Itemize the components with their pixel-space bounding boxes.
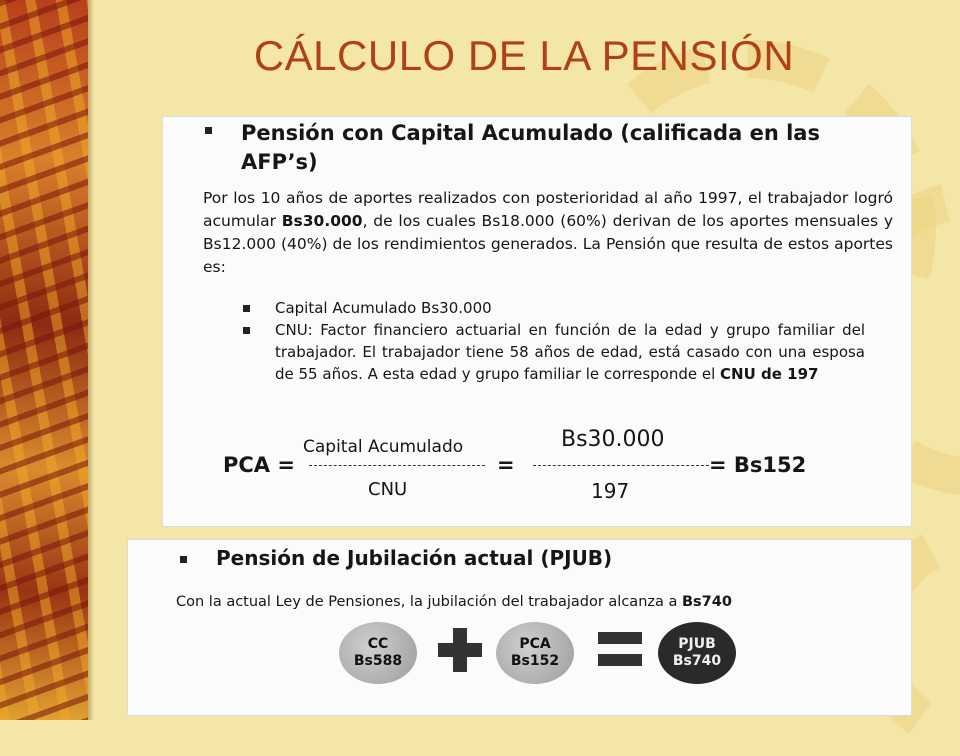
- bullet-square-icon: [243, 305, 250, 312]
- pjub-panel: [128, 540, 911, 715]
- pca-circle: [496, 622, 574, 684]
- equals-icon: [598, 632, 642, 666]
- formula-numerator: Capital Acumulado: [303, 437, 464, 457]
- circle-label: PJUB: [678, 636, 716, 652]
- list-item: [275, 297, 865, 319]
- cc-circle: [339, 622, 417, 684]
- formula-equals: =: [497, 453, 515, 477]
- pjub-description-text: Con la actual Ley de Pensiones, la jubilación del trabajador alcanza a: [176, 594, 682, 610]
- plus-icon: [438, 628, 482, 672]
- formula-result: = Bs152: [709, 453, 807, 477]
- circle-value: Bs588: [353, 653, 403, 669]
- explanation-paragraph: [203, 187, 893, 279]
- pjub-description: [176, 594, 732, 610]
- circle-label: PCA: [519, 636, 551, 652]
- pjub-circle: [658, 622, 736, 684]
- fraction-bar: [533, 465, 709, 466]
- circle-value: Bs740: [672, 653, 722, 669]
- paragraph-bold-amount: Bs30.000: [281, 212, 363, 230]
- list-item-text: Capital Acumulado Bs30.000: [275, 299, 492, 317]
- fraction-bar: [309, 465, 485, 466]
- list-item-bold: CNU de 197: [720, 365, 819, 383]
- bullet-square-icon: [243, 327, 250, 334]
- bullet-square-icon: [205, 127, 212, 134]
- pension-factors-list: [275, 297, 865, 385]
- circle-label: CC: [367, 636, 389, 652]
- pca-formula: [163, 417, 911, 517]
- pjub-amount: Bs740: [682, 594, 732, 610]
- formula-denominator: CNU: [368, 479, 408, 500]
- decorative-left-strip: [0, 0, 88, 720]
- slide-title: CÁLCULO DE LA PENSIÓN: [253, 32, 795, 79]
- paragraph-text: , de los cuales Bs18.000 (60%) derivan de los aportes mensuales y Bs12.000 (40%) de los rendimientos generados. La Pensión que resulta de estos aportes es:: [203, 212, 894, 276]
- list-item-text: CNU: Factor financiero actuarial en función de la edad y grupo familiar del trabajador. El trabajador tiene 58 años de edad, está casado con una esposa de 55 años. A esta edad y grupo familiar le corresponde el: [275, 321, 865, 383]
- formula-lhs: PCA =: [223, 453, 295, 477]
- paragraph-text: Por los 10 años de aportes realizados con posterioridad al año 1997, el trabajador logró acumular: [203, 189, 893, 230]
- section-heading: Pensión de Jubilación actual (PJUB): [216, 546, 613, 570]
- bullet-square-icon: [180, 556, 187, 563]
- section-heading: Pensión con Capital Acumulado (calificada en las AFP’s): [241, 121, 820, 174]
- capital-pension-panel: [163, 117, 911, 526]
- formula-denominator: 197: [591, 479, 630, 503]
- circle-value: Bs152: [510, 653, 560, 669]
- formula-numerator: Bs30.000: [561, 427, 665, 452]
- list-item: [275, 319, 865, 385]
